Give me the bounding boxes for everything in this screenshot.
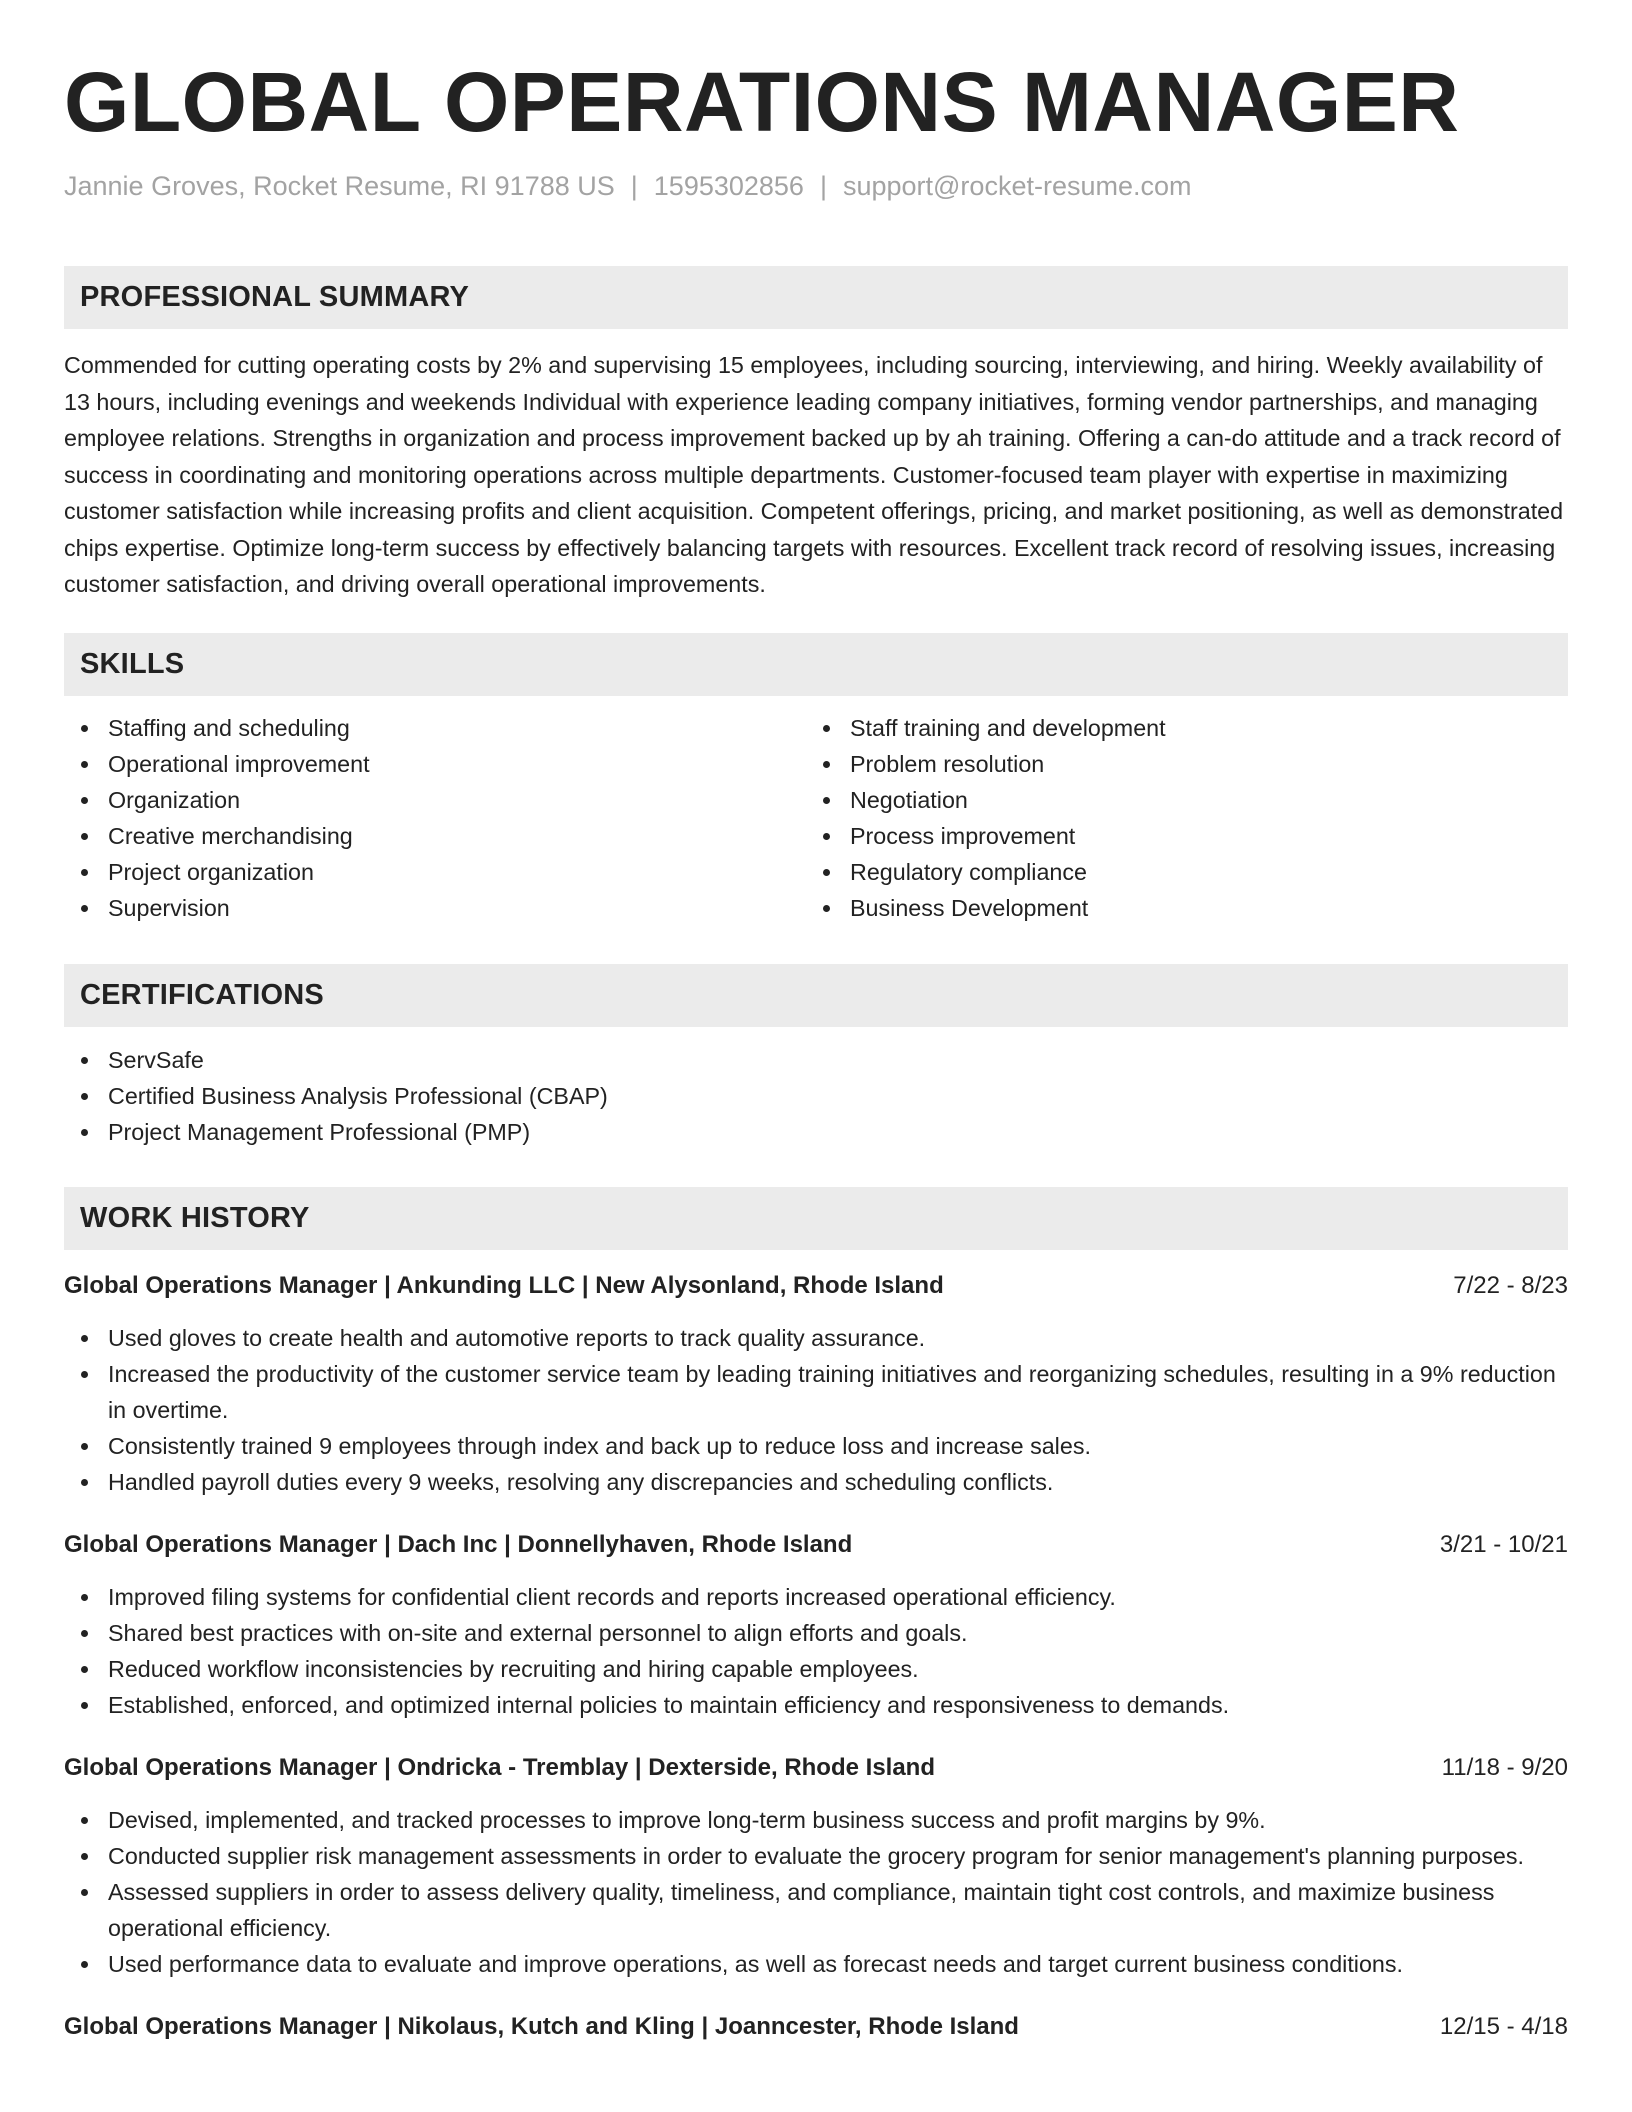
skill-item: Problem resolution (806, 746, 1548, 782)
contact-phone: 1595302856 (653, 171, 804, 201)
work-history-heading: WORK HISTORY (64, 1187, 1568, 1250)
job-bullet: Used performance data to evaluate and improve operations, as well as forecast needs and target current business conditions. (64, 1946, 1568, 1982)
job-bullets (64, 1802, 1568, 1982)
job-bullet: Established, enforced, and optimized internal policies to maintain efficiency and responsiveness to demands. (64, 1687, 1568, 1723)
job-bullet: Used gloves to create health and automotive reports to track quality assurance. (64, 1320, 1568, 1356)
skill-item: Staff training and development (806, 710, 1548, 746)
job-bullet: Devised, implemented, and tracked processes to improve long-term business success and profit margins by 9%. (64, 1802, 1568, 1838)
job-title: Global Operations Manager | Ankunding LLC | New Alysonland, Rhode Island (64, 1271, 944, 1299)
job-dates: 12/15 - 4/18 (1439, 2012, 1568, 2040)
job-header (64, 1270, 1568, 1302)
skill-item: Negotiation (806, 782, 1548, 818)
contact-line (64, 170, 1568, 202)
skill-item: Organization (64, 782, 806, 818)
skills-column-left (64, 710, 806, 926)
job-dates: 3/21 - 10/21 (1439, 1530, 1568, 1558)
job-bullet: Improved filing systems for confidential client records and reports increased operational efficiency. (64, 1579, 1568, 1615)
skill-item: Regulatory compliance (806, 854, 1548, 890)
certification-item: ServSafe (64, 1042, 1568, 1078)
certifications-heading: CERTIFICATIONS (64, 964, 1568, 1027)
job-bullet: Consistently trained 9 employees through index and back up to reduce loss and increase sales. (64, 1428, 1568, 1464)
job-bullet: Assessed suppliers in order to assess delivery quality, timeliness, and compliance, maintain tight cost controls, and maximize business operational efficiency. (64, 1874, 1568, 1946)
job-entry (64, 1529, 1568, 1723)
job-dates: 11/18 - 9/20 (1441, 1753, 1568, 1781)
skill-item: Supervision (64, 890, 806, 926)
job-header (64, 1752, 1568, 1784)
job-bullets (64, 1320, 1568, 1500)
job-bullet: Shared best practices with on-site and external personnel to align efforts and goals. (64, 1615, 1568, 1651)
summary-heading: PROFESSIONAL SUMMARY (64, 266, 1568, 329)
job-bullets (64, 1579, 1568, 1723)
contact-email[interactable]: support@rocket-resume.com (842, 171, 1192, 201)
skill-item: Creative merchandising (64, 818, 806, 854)
job-title: Global Operations Manager | Dach Inc | Donnellyhaven, Rhode Island (64, 1530, 853, 1558)
certification-item: Project Management Professional (PMP) (64, 1114, 1568, 1150)
skill-item: Staffing and scheduling (64, 710, 806, 746)
skill-item: Process improvement (806, 818, 1548, 854)
certifications-list (64, 1042, 1568, 1150)
job-title: Global Operations Manager | Ondricka - Tremblay | Dexterside, Rhode Island (64, 1753, 935, 1781)
skills-grid (64, 710, 1568, 926)
skills-column-right (806, 710, 1548, 926)
job-bullet: Conducted supplier risk management assessments in order to evaluate the grocery program for senior management's planning purposes. (64, 1838, 1568, 1874)
skill-item: Operational improvement (64, 746, 806, 782)
skills-heading: SKILLS (64, 633, 1568, 696)
job-bullet: Increased the productivity of the customer service team by leading training initiatives and reorganizing schedules, resulting in a 9% reduction in overtime. (64, 1356, 1568, 1428)
job-entry (64, 1270, 1568, 1500)
page-title: GLOBAL OPERATIONS MANAGER (64, 55, 1460, 149)
contact-separator: | (819, 171, 827, 201)
job-header (64, 2011, 1568, 2043)
job-dates: 7/22 - 8/23 (1453, 1271, 1568, 1299)
job-bullet: Handled payroll duties every 9 weeks, resolving any discrepancies and scheduling conflicts. (64, 1464, 1568, 1500)
job-entry (64, 2011, 1568, 2043)
job-title: Global Operations Manager | Nikolaus, Kutch and Kling | Joanncester, Rhode Island (64, 2012, 1019, 2040)
job-entry (64, 1752, 1568, 1982)
contact-address: Jannie Groves, Rocket Resume, RI 91788 US (64, 171, 615, 201)
skill-item: Business Development (806, 890, 1548, 926)
job-bullet: Reduced workflow inconsistencies by recruiting and hiring capable employees. (64, 1651, 1568, 1687)
contact-separator: | (630, 171, 638, 201)
job-header (64, 1529, 1568, 1561)
summary-text: Commended for cutting operating costs by 2% and supervising 15 employees, including sourcing, interviewing, and hiring. Weekly availability of 13 hours, including evenings and weekends Individual with experience leading company initiatives, forming vendor partnerships, and managing employee relations. Strengths in organization and process improvement backed up by ah training. Offering a can-do attitude and a track record of success in coordinating and monitoring operations across multiple departments. Customer-focused team player with expertise in maximizing customer satisfaction while increasing profits and client acquisition. Competent offerings, pricing, and market positioning, as well as demonstrated chips expertise. Optimize long-term success by effectively balancing targets with resources. Excellent track record of resolving issues, increasing customer satisfaction, and driving overall operational improvements. (64, 352, 1564, 598)
skill-item: Project organization (64, 854, 806, 890)
certification-item: Certified Business Analysis Professional (CBAP) (64, 1078, 1568, 1114)
